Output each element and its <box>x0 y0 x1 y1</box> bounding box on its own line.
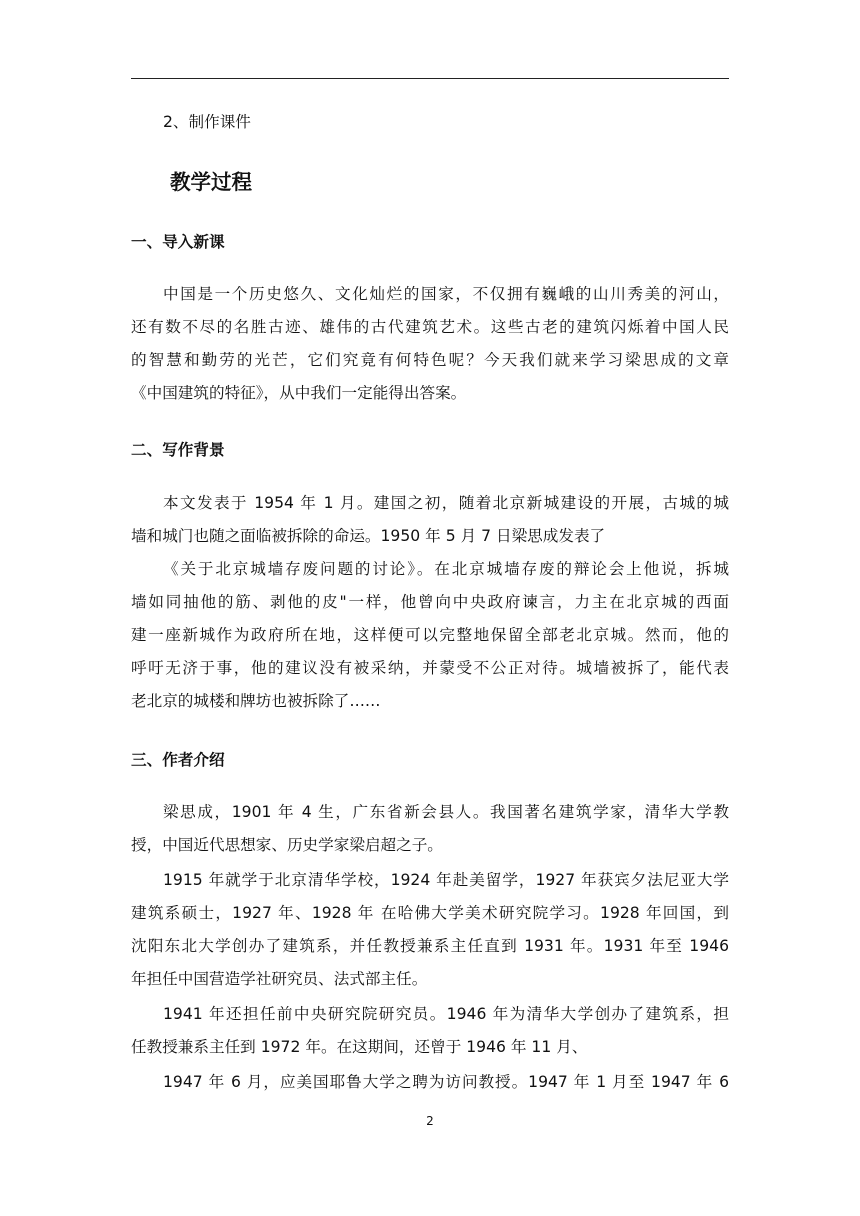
paragraph-line: 《关于北京城墙存废问题的讨论》。在北京城墙存废的辩论会上他说，拆城 <box>163 560 729 578</box>
paragraph-line: 梁思成，1901 年 4 生，广东省新会县人。我国著名建筑学家，清华大学教 <box>163 803 729 821</box>
paragraph-line: 沈阳东北大学创办了建筑系，并任教授兼系主任直到 1931 年。1931 年至 1946 <box>131 937 729 955</box>
page-number: 2 <box>426 1114 434 1128</box>
paragraph-line: 《中国建筑的特征》，从中我们一定能得出答案。 <box>131 384 467 402</box>
section-heading: 一、导入新课 <box>131 233 225 251</box>
paragraph-line: 任教授兼系主任到 1972 年。在这期间，还曾于 1946 年 11 月、 <box>131 1038 588 1056</box>
paragraph-line: 授，中国近代思想家、历史学家梁启超之子。 <box>131 836 443 854</box>
paragraph-line: 年担任中国营造学社研究员、法式部主任。 <box>131 970 428 988</box>
paragraph-line: 呼吁无济于事，他的建议没有被采纳，并蒙受不公正对待。城墙被拆了，能代表 <box>131 659 729 677</box>
section-heading: 三、作者介绍 <box>131 751 225 769</box>
paragraph-line: 老北京的城楼和牌坊也被拆除了…… <box>131 692 381 710</box>
paragraph-line: 1915 年就学于北京清华学校，1924 年赴美留学，1927 年获宾夕法尼亚大学 <box>163 871 729 889</box>
paragraph-line: 墙如同抽他的筋、剥他的皮"一样，他曾向中央政府谏言，力主在北京城的西面 <box>131 593 729 611</box>
paragraph-line: 建筑系硕士，1927 年、1928 年 在哈佛大学美术研究院学习。1928 年回国，到 <box>131 904 729 922</box>
paragraph-line: 墙和城门也随之面临被拆除的命运。1950 年 5 月 7 日梁思成发表了 <box>131 527 606 545</box>
paragraph-line: 本文发表于 1954 年 1 月。建国之初，随着北京新城建设的开展，古城的城 <box>163 494 729 512</box>
page-title: 教学过程 <box>170 170 252 194</box>
paragraph-line: 的智慧和勤劳的光芒，它们究竟有何特色呢？今天我们就来学习梁思成的文章 <box>131 351 729 369</box>
paragraph-line: 中国是一个历史悠久、文化灿烂的国家，不仅拥有巍峨的山川秀美的河山， <box>163 285 729 303</box>
paragraph-line: 还有数不尽的名胜古迹、雄伟的古代建筑艺术。这些古老的建筑闪烁着中国人民 <box>131 318 729 336</box>
prep-item: 2、制作课件 <box>163 113 251 131</box>
header-rule <box>131 78 729 79</box>
paragraph-line: 建一座新城作为政府所在地，这样便可以完整地保留全部老北京城。然而，他的 <box>131 626 729 644</box>
paragraph-line: 1941 年还担任前中央研究院研究员。1946 年为清华大学创办了建筑系，担 <box>163 1005 729 1023</box>
paragraph-line: 1947 年 6 月，应美国耶鲁大学之聘为访问教授。1947 年 1 月至 1947 年 6 <box>163 1073 729 1091</box>
section-heading: 二、写作背景 <box>131 441 225 459</box>
